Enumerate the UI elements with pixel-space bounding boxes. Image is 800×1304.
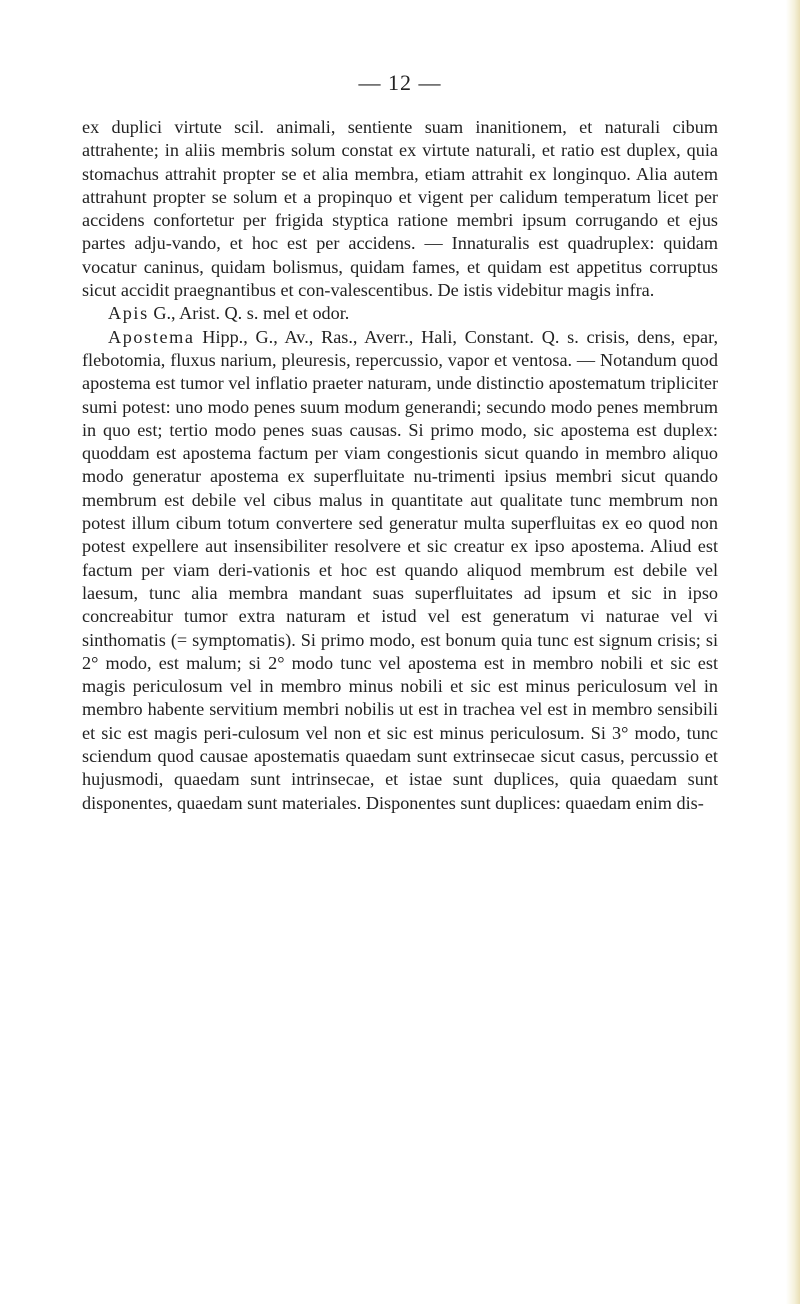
paragraph-appetitus: ex duplici virtute scil. animali, sentiente suam inanitionem, et naturali cibum attrahente; in aliis membris solum constat ex virtute naturali, et ratio est duplex, quia stomachus attrahit propter se et alia membra, etiam attrahit ex longinquo. Alia autem attrahunt propter se solum et a propinquo et vigent per calidum temperatum licet per accidens confortetur per frigida styptica ratione membri ipsum corrugando et ejus partes adju-vando, et hoc est per accidens. — Innaturalis est quadruplex: quidam vocatur caninus, quidam bolismus, quidam fames, et quidam est appetitus corruptus sicut accidit praegnantibus et con-valescentibus. De istis videbitur magis infra. bbox=[82, 117, 718, 301]
page-number: — 12 — bbox=[358, 70, 442, 95]
paragraph-apostema bbox=[82, 326, 718, 815]
headword-apostema: Apostema bbox=[108, 326, 195, 347]
entry-text-apis: G., Arist. Q. s. mel et odor. bbox=[148, 303, 350, 324]
body-text bbox=[82, 116, 718, 815]
page-edge-shading bbox=[786, 0, 800, 1304]
paragraph-apis bbox=[82, 302, 718, 325]
headword-apis: Apis bbox=[108, 303, 149, 324]
entry-text-apostema: Hipp., G., Av., Ras., Averr., Hali, Constant. Q. s. crisis, dens, epar, flebotomia, fluxus narium, pleuresis, repercussio, vapor et ventosa. — Notandum quod apostema est tumor vel inflatio praeter naturam, unde distinctio apostematum tripliciter sumi potest: uno modo penes suum modum generandi; secundo modo penes membrum in quo est; tertio modo penes suas causas. Si primo modo, sic apostema est duplex: quoddam est apostema factum per viam congestionis sicut quando in membro aliquo modo generatur apostema ex superfluitate nu-trimenti ipsius membri sicut quando membrum est debile vel cibus malus in quantitate aut qualitate tunc membrum non potest illum cibum totum convertere sed generatur multa superfluitas ex eo quod non potest expellere aut insensibiliter resolvere et sic creatur ex ipso apostema. Aliud est factum per viam deri-vationis et hoc est quando aliquod membrum est debile vel laesum, tunc alia membra mandant suas superfluitates ad ipsum et sic in ipso concreabitur tumor extra naturam et istud vel est generatum vi naturae vel vi sinthomatis (= symptomatis). Si primo modo, est bonum quia tunc est signum crisis; si 2° modo, est malum; si 2° modo tunc vel apostema est in membro nobili et sic est magis periculosum vel in membro minus nobili et sic est minus periculosum vel in membro habente servitium membri nobilis ut est in trachea vel est in membro sensibili et sic est magis peri-culosum vel non et sic est minus periculosum. Si 3° modo, tunc sciendum quod causae apostematis quaedam sunt extrinsecae sicut casus, percussio et hujusmodi, quaedam sunt intrinsecae, et istae sunt duplices, quia quaedam sunt disponentes, quaedam sunt materiales. Disponentes sunt duplices: quaedam enim dis- bbox=[82, 326, 718, 813]
